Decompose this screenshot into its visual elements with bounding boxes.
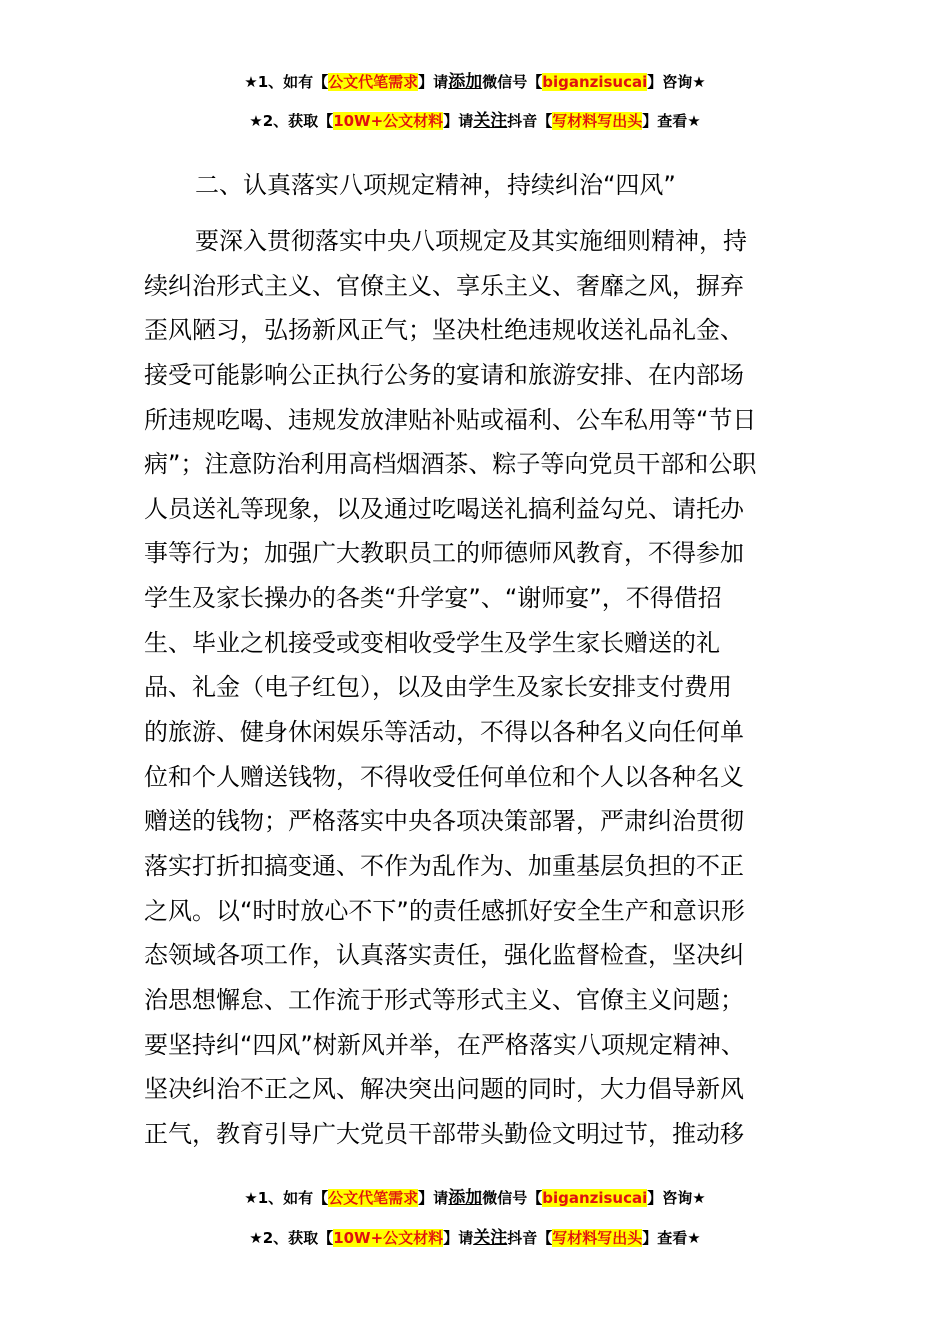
paragraph-line: 之风。以“时时放心不下”的责任感抓好安全生产和意识形: [144, 896, 745, 925]
paragraph-line: 治思想懈怠、工作流于形式等形式主义、官僚主义问题；: [144, 985, 744, 1014]
paragraph-line: 学生及家长操办的各类“升学宴”、“谢师宴”，不得借招: [144, 584, 722, 613]
paragraph-line: 赠送的钱物；严格落实中央各项决策部署，严肃纠治贯彻: [144, 807, 744, 836]
ad-text: ★1、如有【: [244, 1189, 329, 1207]
ad-underline: 关注: [473, 111, 508, 131]
body-paragraph: [144, 219, 814, 1156]
paragraph-line: 要坚持纠“四风”树新风并举，在严格落实八项规定精神、: [144, 1030, 745, 1059]
paragraph-line: 生、毕业之机接受或变相收受学生及学生家长赠送的礼: [144, 628, 720, 657]
paragraph-line: 歪风陋习，弘扬新风正气；坚决杜绝违规收送礼品礼金、: [144, 316, 744, 345]
ad-text: 微信号【: [482, 1189, 543, 1207]
ad-text: ★1、如有【: [244, 73, 329, 91]
ad-banner-line-1-bottom: [0, 1187, 950, 1209]
paragraph-line: 事等行为；加强广大教职员工的师德师风教育，不得参加: [144, 539, 744, 568]
paragraph-line: 坚决纠治不正之风、解决突出问题的同时，大力倡导新风: [144, 1075, 744, 1104]
paragraph-line: 态领域各项工作，认真落实责任，强化监督检查，坚决纠: [144, 941, 744, 970]
ad-highlight: 公文代笔需求: [328, 1189, 419, 1207]
paragraph-line: 续纠治形式主义、官僚主义、享乐主义、奢靡之风，摒弃: [144, 271, 744, 300]
ad-text: ★2、获取【: [249, 1229, 334, 1247]
ad-banner-line-2-bottom: [0, 1227, 950, 1249]
paragraph-line: 要深入贯彻落实中央八项规定及其实施细则精神，持: [195, 227, 747, 255]
wechat-id: biganzisucai: [542, 1189, 648, 1207]
paragraph-line: 位和个人赠送钱物，不得收受任何单位和个人以各种名义: [144, 762, 744, 791]
paragraph-line: 正气，教育引导广大党员干部带头勤俭文明过节，推动移: [144, 1119, 744, 1148]
ad-text: 】请: [443, 1229, 474, 1247]
paragraph-line: 病”；注意防治利用高档烟酒茶、粽子等向党员干部和公职: [144, 450, 757, 479]
paragraph-line: 品、礼金（电子红包），以及由学生及家长安排支付费用: [144, 673, 732, 702]
ad-highlight: 公文代笔需求: [328, 73, 419, 91]
ad-banner-line-2-top: [0, 110, 950, 132]
paragraph-line: 接受可能影响公正执行公务的宴请和旅游安排、在内部场: [144, 360, 744, 389]
ad-text: 】请: [418, 73, 449, 91]
paragraph-line: 所违规吃喝、违规发放津贴补贴或福利、公车私用等“节日: [144, 405, 757, 434]
ad-text: 】查看★: [642, 1229, 701, 1247]
douyin-account: 写材料写出头: [552, 112, 643, 130]
paragraph-line: 的旅游、健身休闲娱乐等活动，不得以各种名义向任何单: [144, 718, 744, 747]
ad-text: 】请: [418, 1189, 449, 1207]
ad-text: ★2、获取【: [249, 112, 334, 130]
ad-text: 】咨询★: [647, 73, 706, 91]
ad-highlight: 10W+公文材料: [333, 112, 444, 130]
paragraph-line: 人员送礼等现象，以及通过吃喝送礼搞利益勾兑、请托办: [144, 494, 744, 523]
ad-text: 抖音【: [507, 112, 553, 130]
ad-banner-line-1-top: [0, 71, 950, 93]
ad-underline: 关注: [473, 1228, 508, 1248]
douyin-account: 写材料写出头: [552, 1229, 643, 1247]
section-heading: 二、认真落实八项规定精神，持续纠治“四风”: [195, 171, 676, 199]
ad-text: 微信号【: [482, 73, 543, 91]
ad-text: 抖音【: [507, 1229, 553, 1247]
ad-underline: 添加: [448, 1188, 483, 1208]
ad-text: 】咨询★: [647, 1189, 706, 1207]
ad-text: 】请: [443, 112, 474, 130]
ad-underline: 添加: [448, 72, 483, 92]
ad-text: 】查看★: [642, 112, 701, 130]
ad-highlight: 10W+公文材料: [333, 1229, 444, 1247]
paragraph-line: 落实打折扣搞变通、不作为乱作为、加重基层负担的不正: [144, 851, 744, 880]
wechat-id: biganzisucai: [542, 73, 648, 91]
